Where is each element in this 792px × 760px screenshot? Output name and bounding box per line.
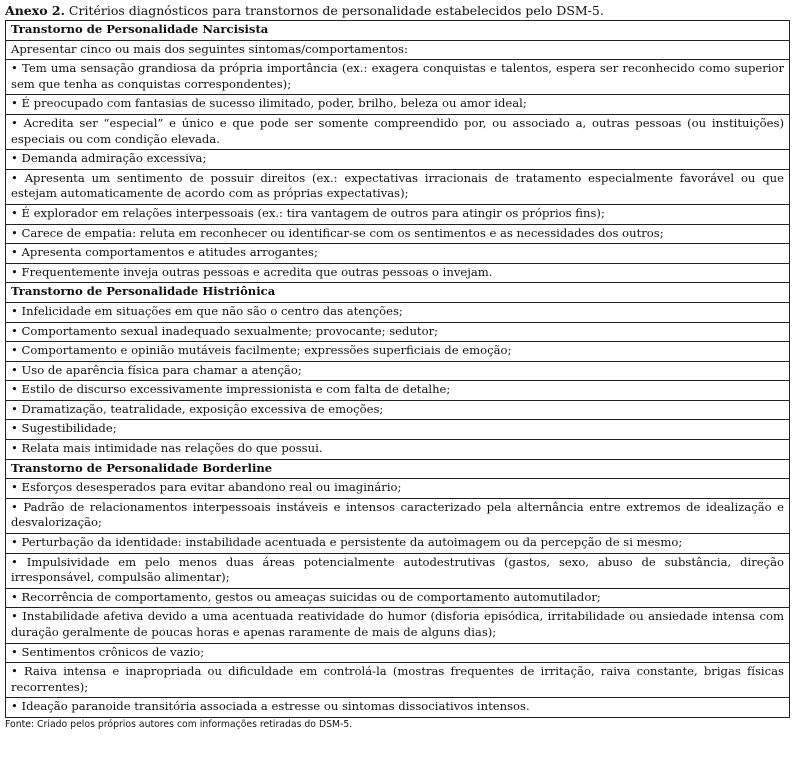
table-caption <box>5 2 790 20</box>
criterion-item: • Estilo de discurso excessivamente impressionista e com falta de detalhe; <box>6 381 790 401</box>
table-row <box>6 479 790 499</box>
criterion-item: • É explorador em relações interpessoais (ex.: tira vantagem de outros para atingir os próprios fins); <box>6 204 790 224</box>
criterion-item: • Comportamento sexual inadequado sexualmente; provocante; sedutor; <box>6 322 790 342</box>
criterion-item: • Recorrência de comportamento, gestos ou ameaças suicidas ou de comportamento automutilador; <box>6 588 790 608</box>
table-row <box>6 95 790 115</box>
section-intro: Apresentar cinco ou mais dos seguintes sintomas/comportamentos: <box>6 40 790 60</box>
criterion-item: • Demanda admiração excessiva; <box>6 150 790 170</box>
source-note: Fonte: Criado pelos próprios autores com informações retiradas do DSM-5. <box>5 718 353 730</box>
section-title: Transtorno de Personalidade Narcisista <box>6 21 790 41</box>
criterion-item: • Uso de aparência física para chamar a atenção; <box>6 361 790 381</box>
table-row <box>6 440 790 460</box>
criterion-item: • Relata mais intimidade nas relações do que possui. <box>6 440 790 460</box>
criterion-item: • Esforços desesperados para evitar abandono real ou imaginário; <box>6 479 790 499</box>
table-row <box>6 643 790 663</box>
criteria-table-body <box>6 21 790 718</box>
criterion-item: • Carece de empatia: reluta em reconhecer ou identificar-se com os sentimentos e as necessidades dos outros; <box>6 224 790 244</box>
table-row <box>6 224 790 244</box>
table-row <box>6 150 790 170</box>
criterion-item: • Raiva intensa e inapropriada ou dificuldade em controlá-la (mostras frequentes de irritação, raiva constante, brigas físicas recorrentes); <box>6 663 790 698</box>
table-row <box>6 553 790 588</box>
table-row <box>6 169 790 204</box>
table-row <box>6 459 790 479</box>
table-row <box>6 608 790 643</box>
criterion-item: • Dramatização, teatralidade, exposição excessiva de emoções; <box>6 400 790 420</box>
table-row <box>6 322 790 342</box>
criterion-item: • Instabilidade afetiva devido a uma acentuada reatividade do humor (disforia episódica, irritabilidade ou ansiedade intensa com duração geralmente de poucas horas e apenas raramente de mais de alguns dias); <box>6 608 790 643</box>
section-title: Transtorno de Personalidade Histriônica <box>6 283 790 303</box>
criterion-item: • Apresenta comportamentos e atitudes arrogantes; <box>6 244 790 264</box>
table-row <box>6 498 790 533</box>
table-row <box>6 114 790 149</box>
criterion-item: • Ideação paranoide transitória associada a estresse ou sintomas dissociativos intensos. <box>6 698 790 718</box>
table-row <box>6 244 790 264</box>
criterion-item: • É preocupado com fantasias de sucesso ilimitado, poder, brilho, beleza ou amor ideal; <box>6 95 790 115</box>
criterion-item: • Padrão de relacionamentos interpessoais instáveis e intensos caracterizado pela alternância entre extremos de idealização e desvalorização; <box>6 498 790 533</box>
criterion-item: • Frequentemente inveja outras pessoas e acredita que outras pessoas o invejam. <box>6 263 790 283</box>
criterion-item: • Acredita ser “especial” e único e que pode ser somente compreendido por, ou associado a, outras pessoas (ou instituições) especiais ou com condição elevada. <box>6 114 790 149</box>
criterion-item: • Infelicidade em situações em que não são o centro das atenções; <box>6 302 790 322</box>
criterion-item: • Impulsividade em pelo menos duas áreas potencialmente autodestrutivas (gastos, sexo, abuso de substância, direção irresponsável, compulsão alimentar); <box>6 553 790 588</box>
criterion-item: • Sentimentos crônicos de vazio; <box>6 643 790 663</box>
table-row <box>6 204 790 224</box>
table-row <box>6 400 790 420</box>
criteria-table <box>5 20 790 718</box>
table-row <box>6 40 790 60</box>
table-row <box>6 342 790 362</box>
table-row <box>6 263 790 283</box>
caption-text: Critérios diagnósticos para transtornos de personalidade estabelecidos pelo DSM-5. <box>64 3 604 18</box>
table-row <box>6 21 790 41</box>
criterion-item: • Comportamento e opinião mutáveis facilmente; expressões superficiais de emoção; <box>6 342 790 362</box>
table-row <box>6 381 790 401</box>
criterion-item: • Perturbação da identidade: instabilidade acentuada e persistente da autoimagem ou da percepção de si mesmo; <box>6 534 790 554</box>
criterion-item: • Sugestibilidade; <box>6 420 790 440</box>
table-row <box>6 698 790 718</box>
table-row <box>6 588 790 608</box>
annex-document <box>5 2 790 731</box>
table-row <box>6 60 790 95</box>
table-row <box>6 283 790 303</box>
caption-label: Anexo 2. <box>5 3 65 18</box>
table-row <box>6 663 790 698</box>
criterion-item: • Tem uma sensação grandiosa da própria importância (ex.: exagera conquistas e talentos, espera ser reconhecido como superior sem que tenha as conquistas correspondentes); <box>6 60 790 95</box>
table-row <box>6 361 790 381</box>
criterion-item: • Apresenta um sentimento de possuir direitos (ex.: expectativas irracionais de tratamento especialmente favorável ou que estejam automaticamente de acordo com as próprias expectativas); <box>6 169 790 204</box>
table-row <box>6 302 790 322</box>
table-row <box>6 534 790 554</box>
section-title: Transtorno de Personalidade Borderline <box>6 459 790 479</box>
table-row <box>6 420 790 440</box>
